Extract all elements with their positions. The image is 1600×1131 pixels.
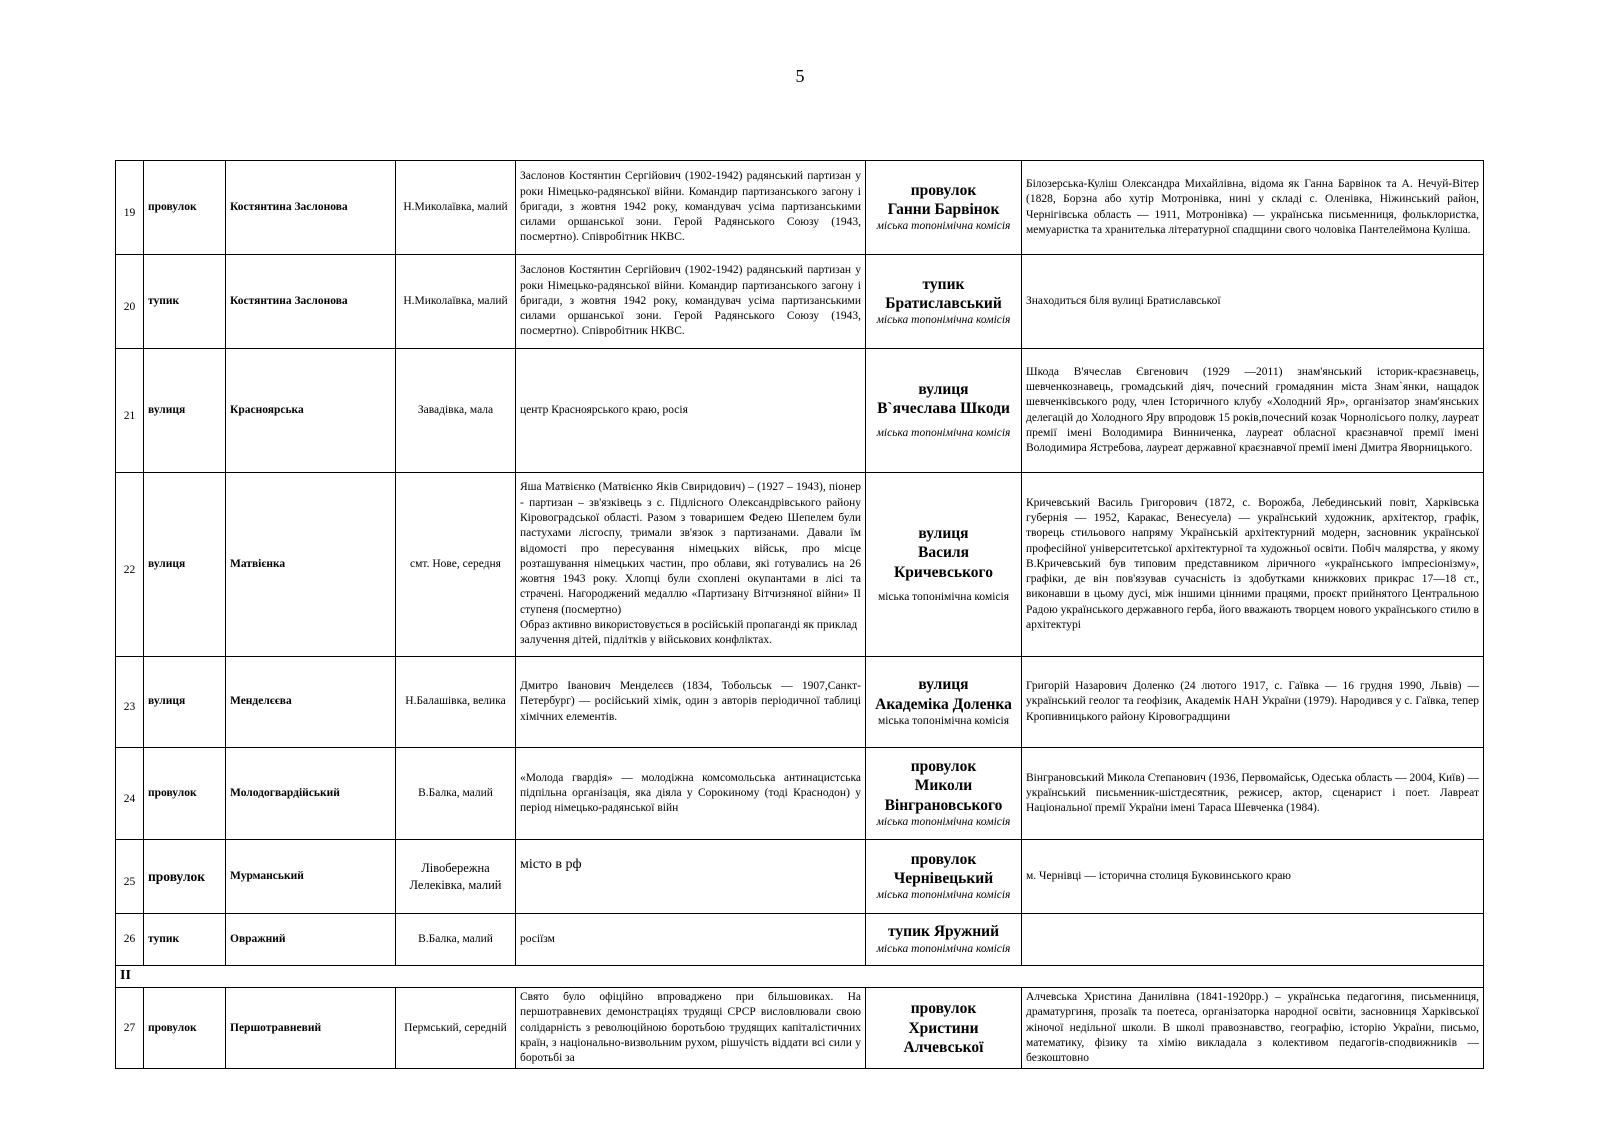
new-name: Миколи Вінграновського [884,777,1003,814]
old-type: провулок [144,161,226,255]
new-type: тупик [922,275,965,293]
new-name-description: Знаходиться біля вулиці Братиславської [1022,255,1484,349]
new-name-description [1022,914,1484,966]
old-type: вулиця [144,473,226,657]
table-row [116,988,1484,1069]
new-type: вулиця [918,524,969,542]
old-name: Костянтина Заслонова [226,161,396,255]
old-name-description: Заслонов Костянтин Сергійович (1902-1942) радянський партизан у роки Німецько-радянської війни. Командир партизанського загону і бригади, з жовтня 1942 року, командувач усіма партизанськими силами оршанської зони. Герой Радянського Союзу (1943, посмертно). Співробітник НКВС. [516,255,866,349]
old-type: тупик [144,914,226,966]
row-number: 23 [116,657,144,748]
new-name: тупик Яружний [887,923,999,941]
new-name-description: Вінграновський Микола Степанович (1936, Первомайськ, Одеська область — 2004, Київ) — український письменник-шістдесятник, режисер, актор, сценарист і поет. Лавреат Національної премії України імені Тараса Шевченка (1984). [1022,748,1484,840]
location: Лівобережна Лелеківка, малий [396,840,516,914]
new-name: Академіка Доленка [875,695,1012,713]
new-type: вулиця [918,380,969,398]
row-number: 19 [116,161,144,255]
table-row [116,840,1484,914]
old-type: провулок [144,988,226,1069]
new-type: провулок [910,1000,977,1018]
table-row [116,161,1484,255]
proposal-author: міська топонімічна комісія [876,314,1011,327]
old-name: Першотравневий [226,988,396,1069]
old-name: Красноярська [226,349,396,473]
new-type: провулок [910,181,977,199]
old-type: тупик [144,255,226,349]
location: В.Балка, малий [396,914,516,966]
old-type: вулиця [144,349,226,473]
location: Н.Балашівка, велика [396,657,516,748]
location: Завадівка, мала [396,349,516,473]
old-name-description: «Молода гвардія» — молодіжна комсомольська антинацистська підпільна організація, яка діяла у Сорокиному (тоді Краснодон) у період німецько-радянської війн [516,748,866,840]
new-type: провулок [910,757,977,775]
old-name-description: місто в рф [516,840,866,914]
table-row [116,255,1484,349]
new-name-cell [866,255,1022,349]
new-name: Чернівецький [893,870,994,888]
new-name: Христини Алчевської [903,1019,984,1056]
row-number: 26 [116,914,144,966]
renaming-table [115,160,1484,1069]
old-name: Костянтина Заслонова [226,255,396,349]
old-name: Овражний [226,914,396,966]
proposal-author: міська топонімічна комісія [876,427,1011,440]
new-name: Василя Кричевського [894,544,993,581]
location: В.Балка, малий [396,748,516,840]
new-name-cell [866,748,1022,840]
table-row [116,748,1484,840]
new-name-description: Григорій Назарович Доленко (24 лютого 1917, с. Гаївка — 16 грудня 1990, Львів) — український геолог та геофізик, Академік НАН України (1979). Народився у с. Гаївка, тепер Кропивницького району Кіровоградщини [1022,657,1484,748]
new-name: Ганни Барвінок [887,201,1000,219]
section-header [116,966,1484,988]
old-name: Матвієнка [226,473,396,657]
new-name-description: Кричевський Василь Григорович (1872, с. Ворожба, Лебединський повіт, Харківська губернія — 1952, Каракас, Венесуела) — український художник, архітектор, графік, творець стильового напряму Українській архітектурний модерн, засновник української професійної університетської архітектурної та художньої освіти. Побіч малярства, у якому В.Кричевський був типовим представником ліричного «українського імпресіонізму», графіки, де він пов'язував сучасність із здобутками книжкових прикрас 17—18 ст., виконавши в цьому дусі, між іншими цінними працями, проєкт прийнятого Центральною Радою українського державного герба, його вважають творцем нового українського стилю в архітектурі [1022,473,1484,657]
new-type: вулиця [918,676,969,694]
new-name-description: Шкода В'ячеслав Євгенович (1929 —2011) знам'янський історик-краєзнавець, шевченкознавець, громадський діяч, почесний громадянин міста Знам`янки, нащадок шевченківського роду, член Історичного клубу «Холодний Яр», організатор знам'янських делегацій до Холодного Яру впродовж 15 років,почесний козак Чорнолісього полку, лауреат премії імені Володимира Винниченка, лауреат обласної краєзнавчої премії імені Володимира Ястребова, лауреат державної краєзнавчої премії імені Дмитра Яворницького. [1022,349,1484,473]
new-name-description: Білозерська-Куліш Олександра Михайлівна, відома як Ганна Барвінок та А. Нечуй-Вітер (1828, Борзна або хутір Мотронівка, нині у складі с. Оленівка, Ніжинський район, Чернігівська область — 1911, Мотронівка) — українська письменниця, фольклористка, мемуаристка та хранителька літературної спадщини свого чоловіка Пантелеймона Куліша. [1022,161,1484,255]
table-row [116,349,1484,473]
row-number: 22 [116,473,144,657]
location: Пермський, середній [396,988,516,1069]
description-paragraph: Яша Матвієнко (Матвієнко Яків Свиридович) – (1927 – 1943), піонер - партизан – зв'язківець з с. Підлісного Олександрівського району Кіровоградської області. Разом з товаришем Федею Шепелем були пастухами лісгоспу, тримали зв'язок з партизанами. Давали їм відомості про пересування німецьких військ, про місце розташування німецьких частин, про облави, які готувались на 26 жовтня 1943 року. Хлопці були схоплені окупантами в лісі та страчені. Нагороджений медаллю «Партизану Вітчизняної війни» ІІ ступеня (посмертно) [520,481,861,616]
row-number: 21 [116,349,144,473]
new-name-cell [866,914,1022,966]
old-name-description: Заслонов Костянтин Сергійович (1902-1942) радянський партизан у роки Німецько-радянської війни. Командир партизанського загону і бригади, з жовтня 1942 року, командувач усіма партизанськими силами оршанської зони. Герой Радянського Союзу (1943, посмертно). Співробітник НКВС. [516,161,866,255]
location: Н.Миколаївка, малий [396,255,516,349]
row-number: 25 [116,840,144,914]
page-number: 5 [795,66,805,86]
new-name-cell [866,657,1022,748]
proposal-author: міська топонімічна комісія [876,942,1011,955]
table-row [116,657,1484,748]
new-name-cell [866,988,1022,1069]
location: Н.Миколаївка, малий [396,161,516,255]
old-type: вулиця [144,657,226,748]
proposal-author: міська топонімічна комісія [877,591,1010,604]
new-name-cell [866,349,1022,473]
new-name-cell [866,473,1022,657]
new-name-description: м. Чернівці — історична столиця Буковинського краю [1022,840,1484,914]
new-name-description: Алчевська Христина Данилівна (1841-1920рр.) – українська педагогиня, письменниця, драматургиня, прозаїк та поетеса, організаторка народної освіти, засновниця Харківської жіночої недільної школи. В школі правознавство, географію, історію України, письмо, математику, фізику та хімію викладала з колективом педагогів-сподвижників — безкоштовно [1022,988,1484,1069]
old-name: Мурманський [226,840,396,914]
old-name: Менделєєва [226,657,396,748]
table-row [116,473,1484,657]
proposal-author: міська топонімічна комісія [876,220,1011,233]
row-number: 24 [116,748,144,840]
new-name: В`ячеслава Шкоди [877,400,1010,418]
old-name-description [516,473,866,657]
new-name-cell [866,840,1022,914]
description-note: Образ активно використовується в російській пропаганді як приклад залучення дітей, підлітків у військових конфліктах. [520,618,858,647]
old-name-description: Свято було офіційно впроваджено при більшовиках. На першотравневих демонстраціях трудящі СРСР висловлювали свою солідарність з революційною боротьбою трудящих капіталістичних країн, з національно-визвольним рухом, рішучість віддати всі сили у боротьбі за [516,988,866,1069]
new-type: провулок [910,850,977,868]
old-type: провулок [144,840,226,914]
row-number: 27 [116,988,144,1069]
proposal-author: міська топонімічна комісія [877,714,1010,727]
row-number: 20 [116,255,144,349]
new-name: Братиславський [885,295,1002,313]
old-type: провулок [144,748,226,840]
old-name-description: росіїзм [516,914,866,966]
old-name: Молодогвардійський [226,748,396,840]
location: смт. Нове, середня [396,473,516,657]
proposal-author: міська топонімічна комісія [876,889,1011,902]
old-name-description: Дмитро Іванович Менделєєв (1834, Тобольськ — 1907,Санкт-Петербург) — російський хімік, один з авторів періодичної таблиці хімічних елементів. [516,657,866,748]
section-label: ІІ [116,966,1484,988]
table-row [116,914,1484,966]
new-name-cell [866,161,1022,255]
proposal-author: міська топонімічна комісія [876,816,1011,829]
old-name-description: центр Красноярського краю, росія [516,349,866,473]
